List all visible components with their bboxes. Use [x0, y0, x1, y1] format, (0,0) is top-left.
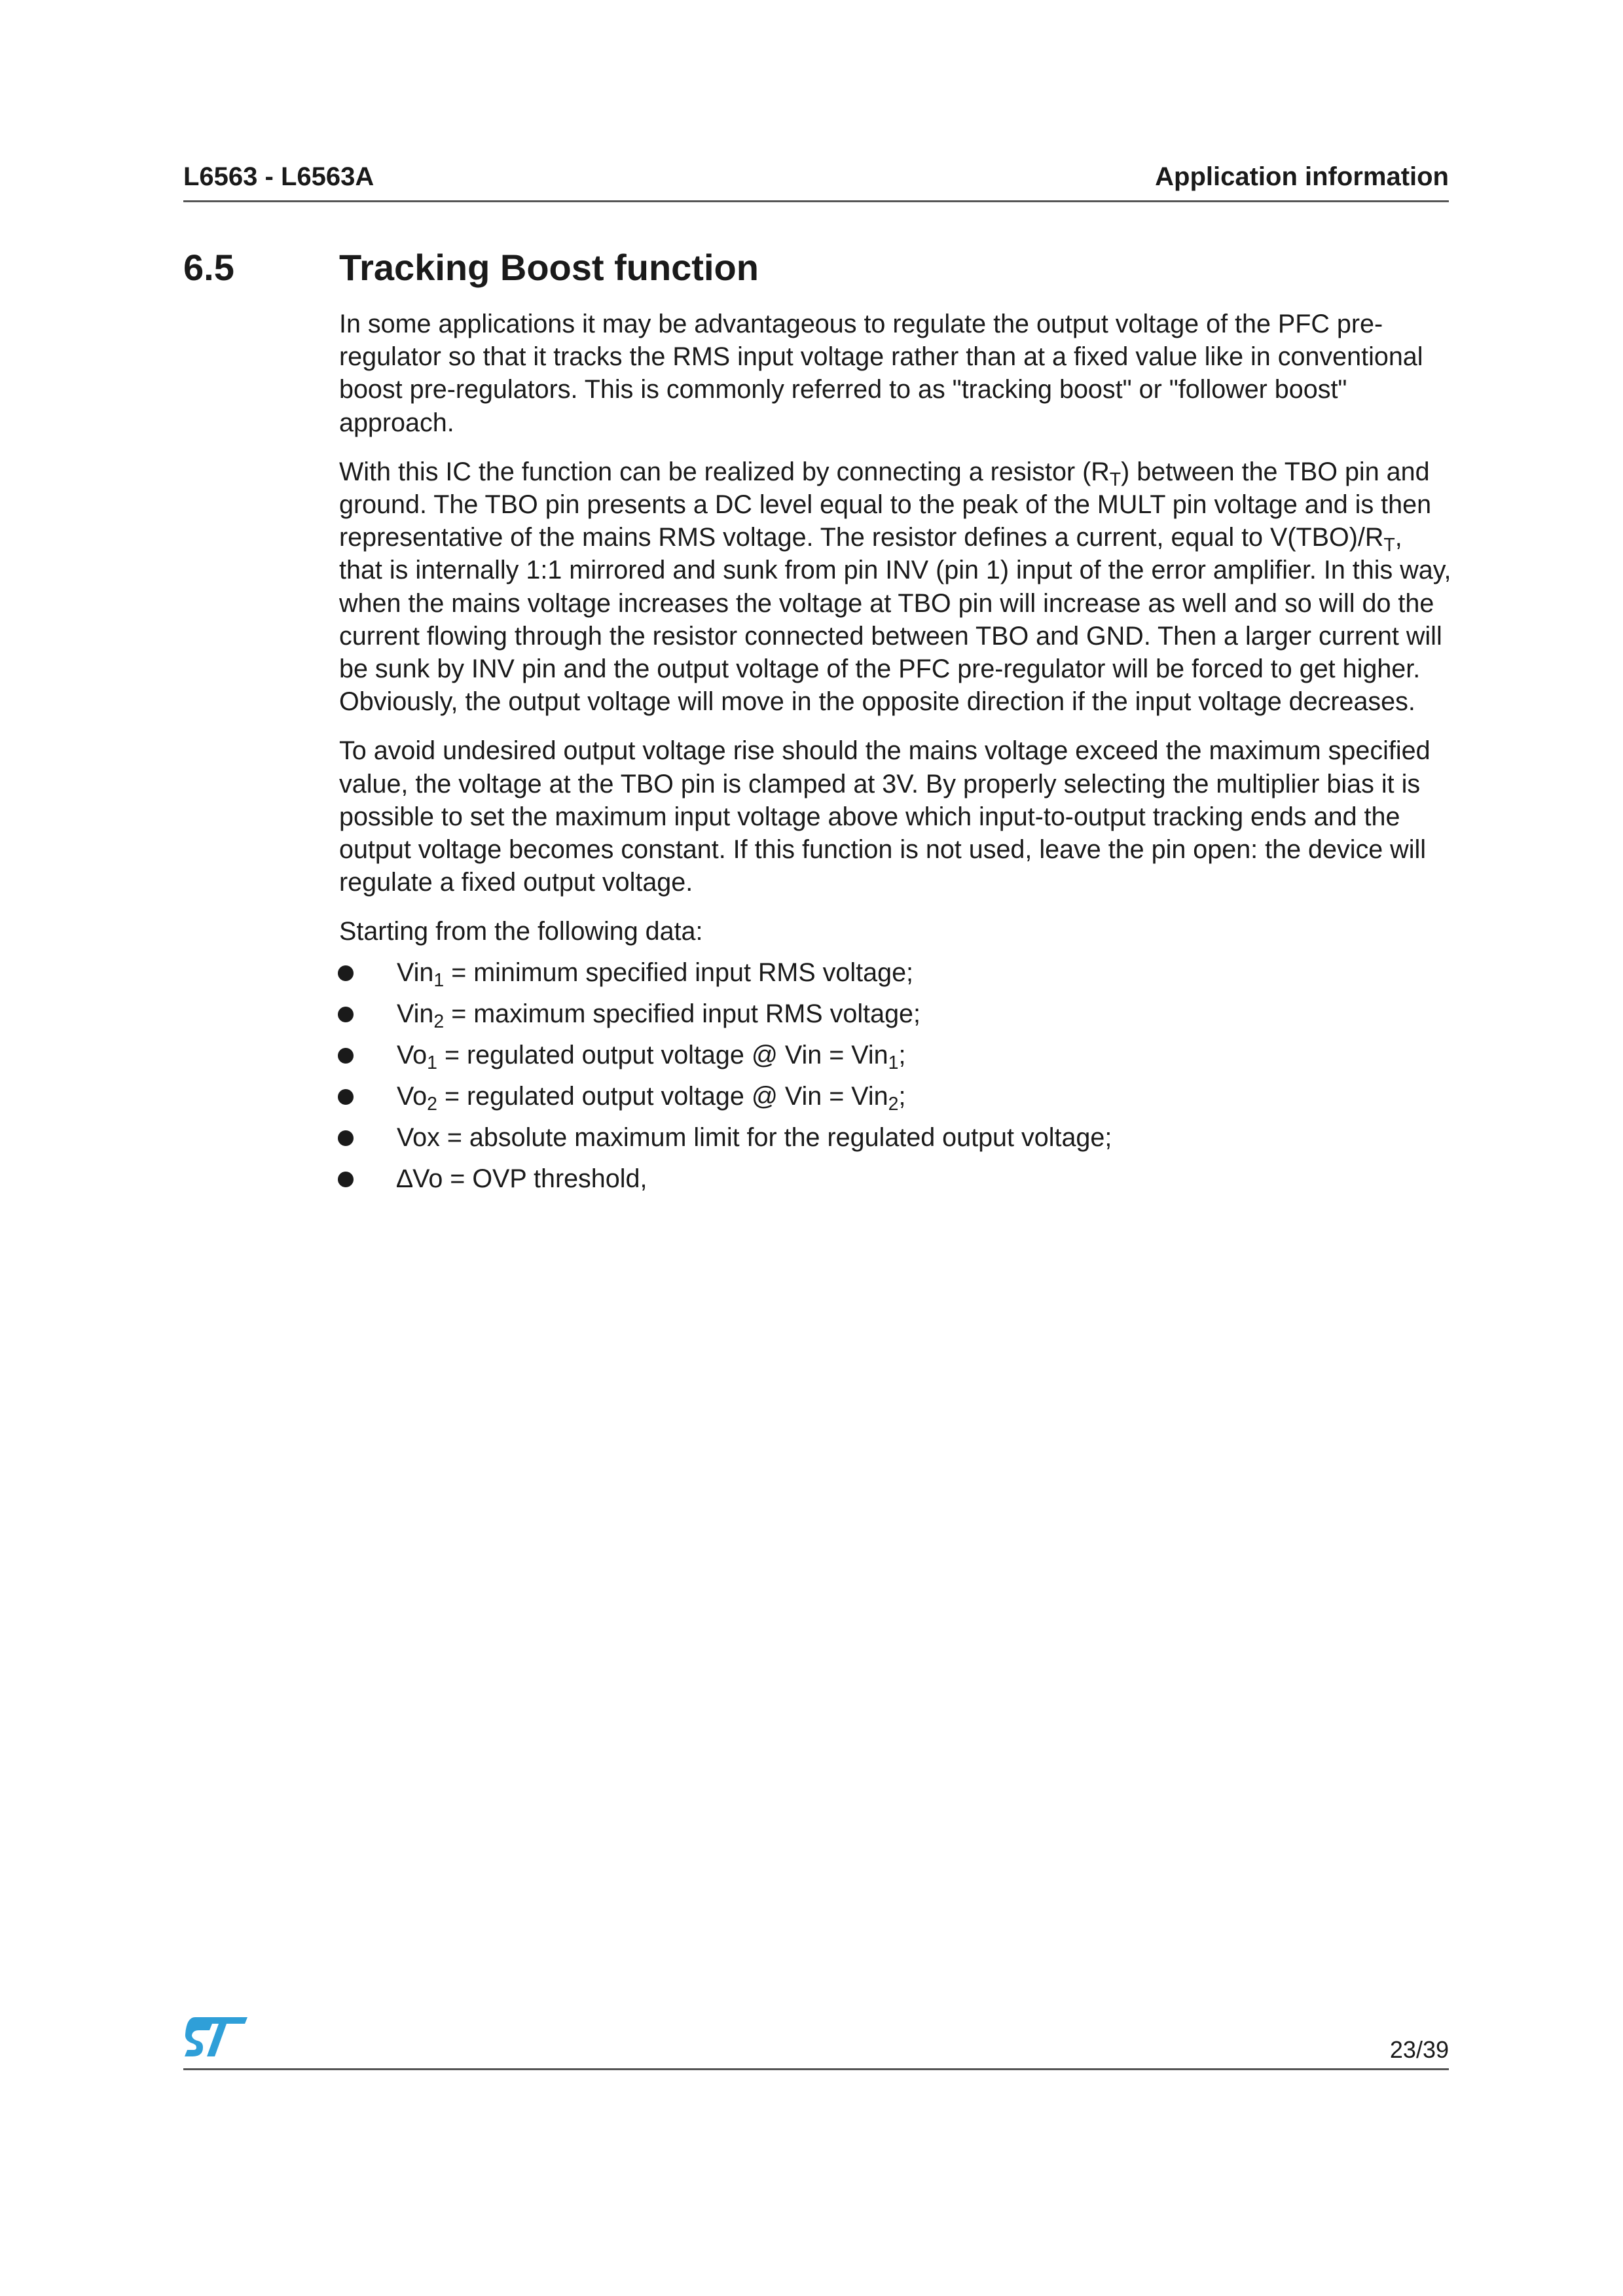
section-title: Tracking Boost function: [339, 247, 759, 288]
section-number: 6.5: [183, 247, 234, 288]
list-item: Vin$_2$ = maximum specified input RMS voltage;: [0, 997, 1113, 1039]
paragraph-1: In some applications it may be advantageous to regulate the output voltage of the PFC pre-regulator so that it tracks the RMS input voltage rather than at a fixed value like in conventional boost pre-regulators. This is commonly referred to as "tracking boost" or "follower boost" approach.: [339, 310, 1423, 437]
list-item: $Vo_1$ = regulated output voltage @ Vin = Vin$_1$;: [0, 1039, 1113, 1080]
list-item: Vin$_1$ = minimum specified input RMS voltage;: [0, 956, 1113, 997]
body-text: [339, 308, 1452, 1204]
paragraph-4: Starting from the following data:: [339, 917, 703, 946]
paragraph-3: To avoid undesired output voltage rise should the mains voltage exceed the maximum specified value, the voltage at the TBO pin is clamped at 3V. By properly selecting the multiplier bias it is possible to set the maximum input voltage above which input-to-output tracking ends and the output voltage becomes constant. If this function is not used, leave the pin open: the device will regulate a fixed output voltage.: [339, 736, 1431, 897]
header-document-id: L6563 - L6563A: [183, 162, 374, 191]
list-item: $Vo_2$ = regulated output voltage @ Vin = Vin$_2$;: [0, 1080, 1113, 1121]
data-bullet-list: [0, 956, 1113, 1204]
header-chapter-title: Application information: [1155, 162, 1449, 191]
footer-divider: [183, 2068, 1449, 2070]
paragraph-2: With this IC the function can be realized by connecting a resistor $(R_T)$ between the TBO pin and ground. The TBO pin presents a DC level equal to the peak of the MULT pin voltage and is then representative of the mains RMS voltage. The resistor defines a current, equal to $V(TBO)/R_T$, that is internally 1:1 mirrored and sunk from pin INV (pin 1) input of the error amplifier. In this way, when the mains voltage increases the voltage at TBO pin will increase as well and so will do the current flowing through the resistor connected between TBO and GND. Then a larger current will be sunk by INV pin and the output voltage of the PFC pre-regulator will be forced to get higher. Obviously, the output voltage will move in the opposite direction if the input voltage decreases.: [339, 457, 1451, 717]
list-item: Vox = absolute maximum limit for the regulated output voltage;: [0, 1121, 1113, 1162]
bullet-icon: [338, 965, 354, 981]
st-logo-icon: [183, 2016, 249, 2058]
list-item: ∆Vo = OVP threshold,: [0, 1162, 1113, 1204]
header-divider: [183, 200, 1449, 202]
page-number: 23/39: [1389, 2036, 1449, 2063]
bullet-icon: [338, 1089, 354, 1105]
bullet-icon: [338, 1007, 354, 1022]
bullet-icon: [338, 1172, 354, 1187]
bullet-icon: [338, 1130, 354, 1146]
bullet-icon: [338, 1048, 354, 1064]
